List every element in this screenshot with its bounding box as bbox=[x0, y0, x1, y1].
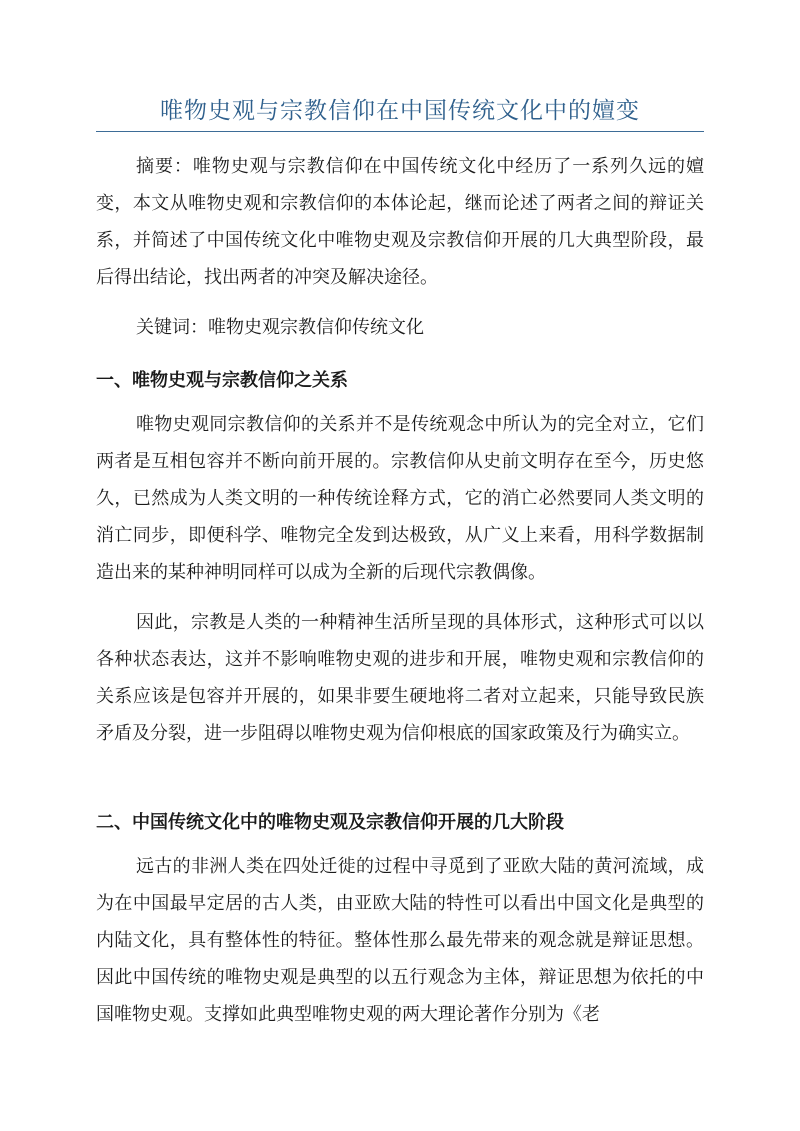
section-heading-2: 二、中国传统文化中的唯物史观及宗教信仰开展的几大阶段 bbox=[96, 812, 564, 833]
section-1-paragraph-2: 因此，宗教是人类的一种精神生活所呈现的具体形式，这种形式可以以各种状态表达，这并不影响唯物史观的进步和开展，唯物史观和宗教信仰的关系应该是包容并开展的，如果非要生硬地将二者对立起来，只能导致民族矛盾及分裂，进一步阻碍以唯物史观为信仰根底的国家政策及行为确实立。 bbox=[96, 612, 704, 744]
section-heading-1: 一、唯物史观与宗教信仰之关系 bbox=[96, 370, 348, 391]
document-title: 唯物史观与宗教信仰在中国传统文化中的嬗变 bbox=[160, 98, 640, 124]
section-2-paragraph-1: 远古的非洲人类在四处迁徙的过程中寻觅到了亚欧大陆的黄河流域，成为在中国最早定居的古人类，由亚欧大陆的特性可以看出中国文化是典型的内陆文化，具有整体性的特征。整体性那么最先带来的观念就是辩证思想。因此中国传统的唯物史观是典型的以五行观念为主体，辩证思想为依托的中国唯物史观。支撑如此典型唯物史观的两大理论著作分别为《老 bbox=[96, 856, 704, 1025]
section-1-paragraph-1: 唯物史观同宗教信仰的关系并不是传统观念中所认为的完全对立，它们两者是互相包容并不断向前开展的。宗教信仰从史前文明存在至今，历史悠久，已然成为人类文明的一种传统诠释方式，它的消亡必然要同人类文明的消亡同步，即便科学、唯物完全发到达极致，从广义上来看，用科学数据制造出来的某种神明同样可以成为全新的后现代宗教偶像。 bbox=[96, 414, 704, 583]
abstract-paragraph: 摘要：唯物史观与宗教信仰在中国传统文化中经历了一系列久远的嬗变，本文从唯物史观和宗教信仰的本体论起，继而论述了两者之间的辩证关系，并简述了中国传统文化中唯物史观及宗教信仰开展的几大典型阶段，最后得出结论，找出两者的冲突及解决途径。 bbox=[96, 156, 704, 288]
keywords-paragraph: 关键词：唯物史观宗教信仰传统文化 bbox=[136, 317, 424, 338]
title-underline bbox=[96, 131, 704, 132]
